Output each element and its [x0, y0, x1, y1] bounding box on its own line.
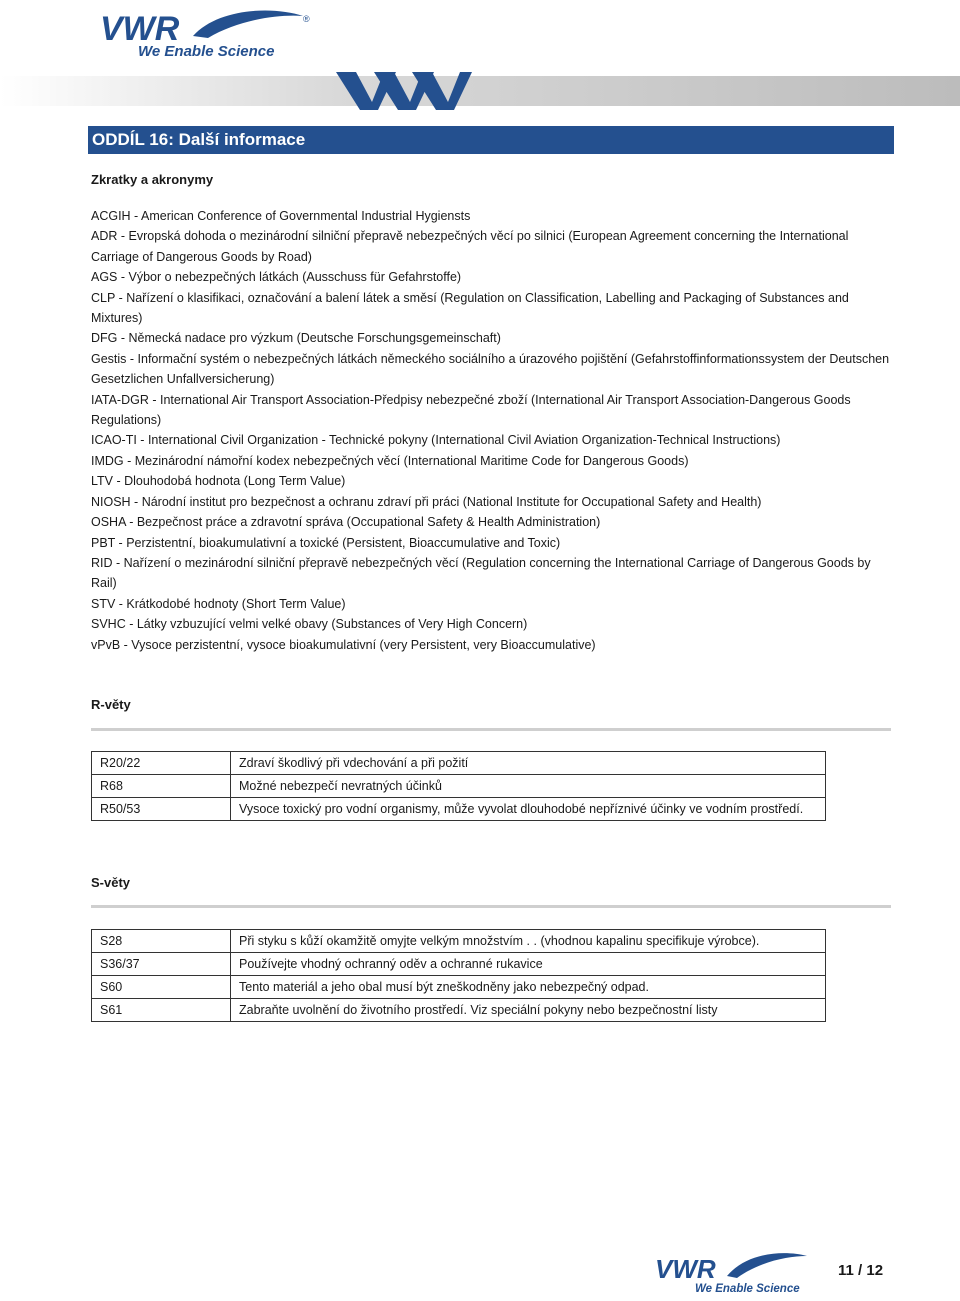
abbreviation-item: DFG - Německá nadace pro výzkum (Deutsche Forschungsgemeinschaft) [91, 331, 501, 346]
abbreviation-item: IMDG - Mezinárodní námořní kodex nebezpečných věcí (International Maritime Code for Dangerous Goods) [91, 453, 689, 468]
phrase-text: Vysoce toxický pro vodní organismy, může vyvolat dlouhodobé nepříznivé účinky ve vodním prostředí. [231, 798, 826, 821]
table-row [92, 930, 826, 953]
table-row [92, 953, 826, 976]
section-title: ODDÍL 16: Další informace [88, 126, 894, 154]
r-phrases-table [91, 751, 826, 821]
phrase-text: Používejte vhodný ochranný oděv a ochranné rukavice [231, 953, 826, 976]
r-phrases-heading: R-věty [91, 697, 131, 712]
s-phrases-table [91, 929, 826, 1022]
phrase-text: Možné nebezpečí nevratných účinků [231, 775, 826, 798]
svg-text:VWR: VWR [100, 10, 180, 48]
abbreviation-item: AGS - Výbor o nebezpečných látkách (Ausschuss für Gefahrstoffe) [91, 270, 462, 285]
svg-text:We Enable Science: We Enable Science [695, 1283, 800, 1295]
svg-text:®: ® [303, 14, 310, 24]
phrase-code: S61 [92, 999, 231, 1022]
phrase-code: S60 [92, 976, 231, 999]
table-row [92, 752, 826, 775]
abbreviation-item: OSHA - Bezpečnost práce a zdravotní správa (Occupational Safety & Health Administration) [91, 515, 601, 530]
divider [91, 905, 891, 908]
svg-text:VWR: VWR [655, 1254, 716, 1284]
header-band [0, 72, 960, 110]
abbreviation-item: IATA-DGR - International Air Transport Association-Předpisy nebezpečné zboží (International Air Transport Association-Dangerous Goods Regulations) [91, 392, 851, 428]
abbreviation-item: CLP - Nařízení o klasifikaci, označování a balení látek a směsí (Regulation on Classification, Labelling and Packaging of Substances and Mixtures) [91, 290, 849, 326]
divider [91, 728, 891, 731]
table-row [92, 798, 826, 821]
abbreviations-list [91, 206, 891, 655]
table-row [92, 775, 826, 798]
footer-vwr-logo [655, 1250, 813, 1296]
phrase-code: S28 [92, 930, 231, 953]
abbreviation-item: ADR - Evropská dohoda o mezinárodní silniční přepravě nebezpečných věcí po silnici (European Agreement concerning the International Carriage of Dangerous Goods by Road) [91, 229, 849, 264]
abbreviation-item: LTV - Dlouhodobá hodnota (Long Term Value) [91, 474, 346, 489]
table-row [92, 999, 826, 1022]
abbreviation-item: vPvB - Vysoce perzistentní, vysoce bioakumulativní (very Persistent, very Bioaccumulative) [91, 637, 596, 652]
phrase-text: Zdraví škodlivý při vdechování a při požití [231, 752, 826, 775]
phrase-text: Tento materiál a jeho obal musí být zneškodněny jako nebezpečný odpad. [231, 976, 826, 999]
abbreviation-item: RID - Nařízení o mezinárodní silniční přepravě nebezpečných věcí (Regulation concerning the International Carriage of Dangerous Goods by Rail) [91, 555, 871, 591]
table-row [92, 976, 826, 999]
svg-text:We Enable Science: We Enable Science [138, 43, 275, 60]
phrase-code: S36/37 [92, 953, 231, 976]
abbreviation-item: ICAO-TI - International Civil Organization - Technické pokyny (International Civil Aviation Organization-Technical Instructions) [91, 433, 781, 448]
abbreviation-item: Gestis - Informační systém o nebezpečných látkách německého sociálního a úrazového pojištění (Gefahrstoffinformationssystem der Deutschen Gesetzlichen Unfallversicherung) [91, 351, 890, 387]
phrase-code: R20/22 [92, 752, 231, 775]
phrase-code: R50/53 [92, 798, 231, 821]
page-number: 11 / 12 [838, 1262, 884, 1279]
phrase-text: Při styku s kůží okamžitě omyjte velkým množstvím . . (vhodnou kapalinu specifikuje výrobce). [231, 930, 826, 953]
abbreviation-item: NIOSH - Národní institut pro bezpečnost a ochranu zdraví při práci (National Institute for Occupational Safety and Health) [91, 494, 762, 509]
abbreviation-item: PBT - Perzistentní, bioakumulativní a toxické (Persistent, Bioaccumulative and Toxic) [91, 535, 561, 550]
s-phrases-heading: S-věty [91, 875, 131, 890]
phrase-code: R68 [92, 775, 231, 798]
abbreviation-item: SVHC - Látky vzbuzující velmi velké obavy (Substances of Very High Concern) [91, 617, 528, 632]
abbreviations-heading: Zkratky a akronymy [91, 172, 214, 187]
vwr-logo [98, 8, 313, 60]
abbreviation-item: ACGIH - American Conference of Governmental Industrial Hygiensts [91, 209, 471, 223]
abbreviation-item: STV - Krátkodobé hodnoty (Short Term Value) [91, 596, 346, 611]
phrase-text: Zabraňte uvolnění do životního prostředí. Viz speciální pokyny nebo bezpečnostní listy [231, 999, 826, 1022]
